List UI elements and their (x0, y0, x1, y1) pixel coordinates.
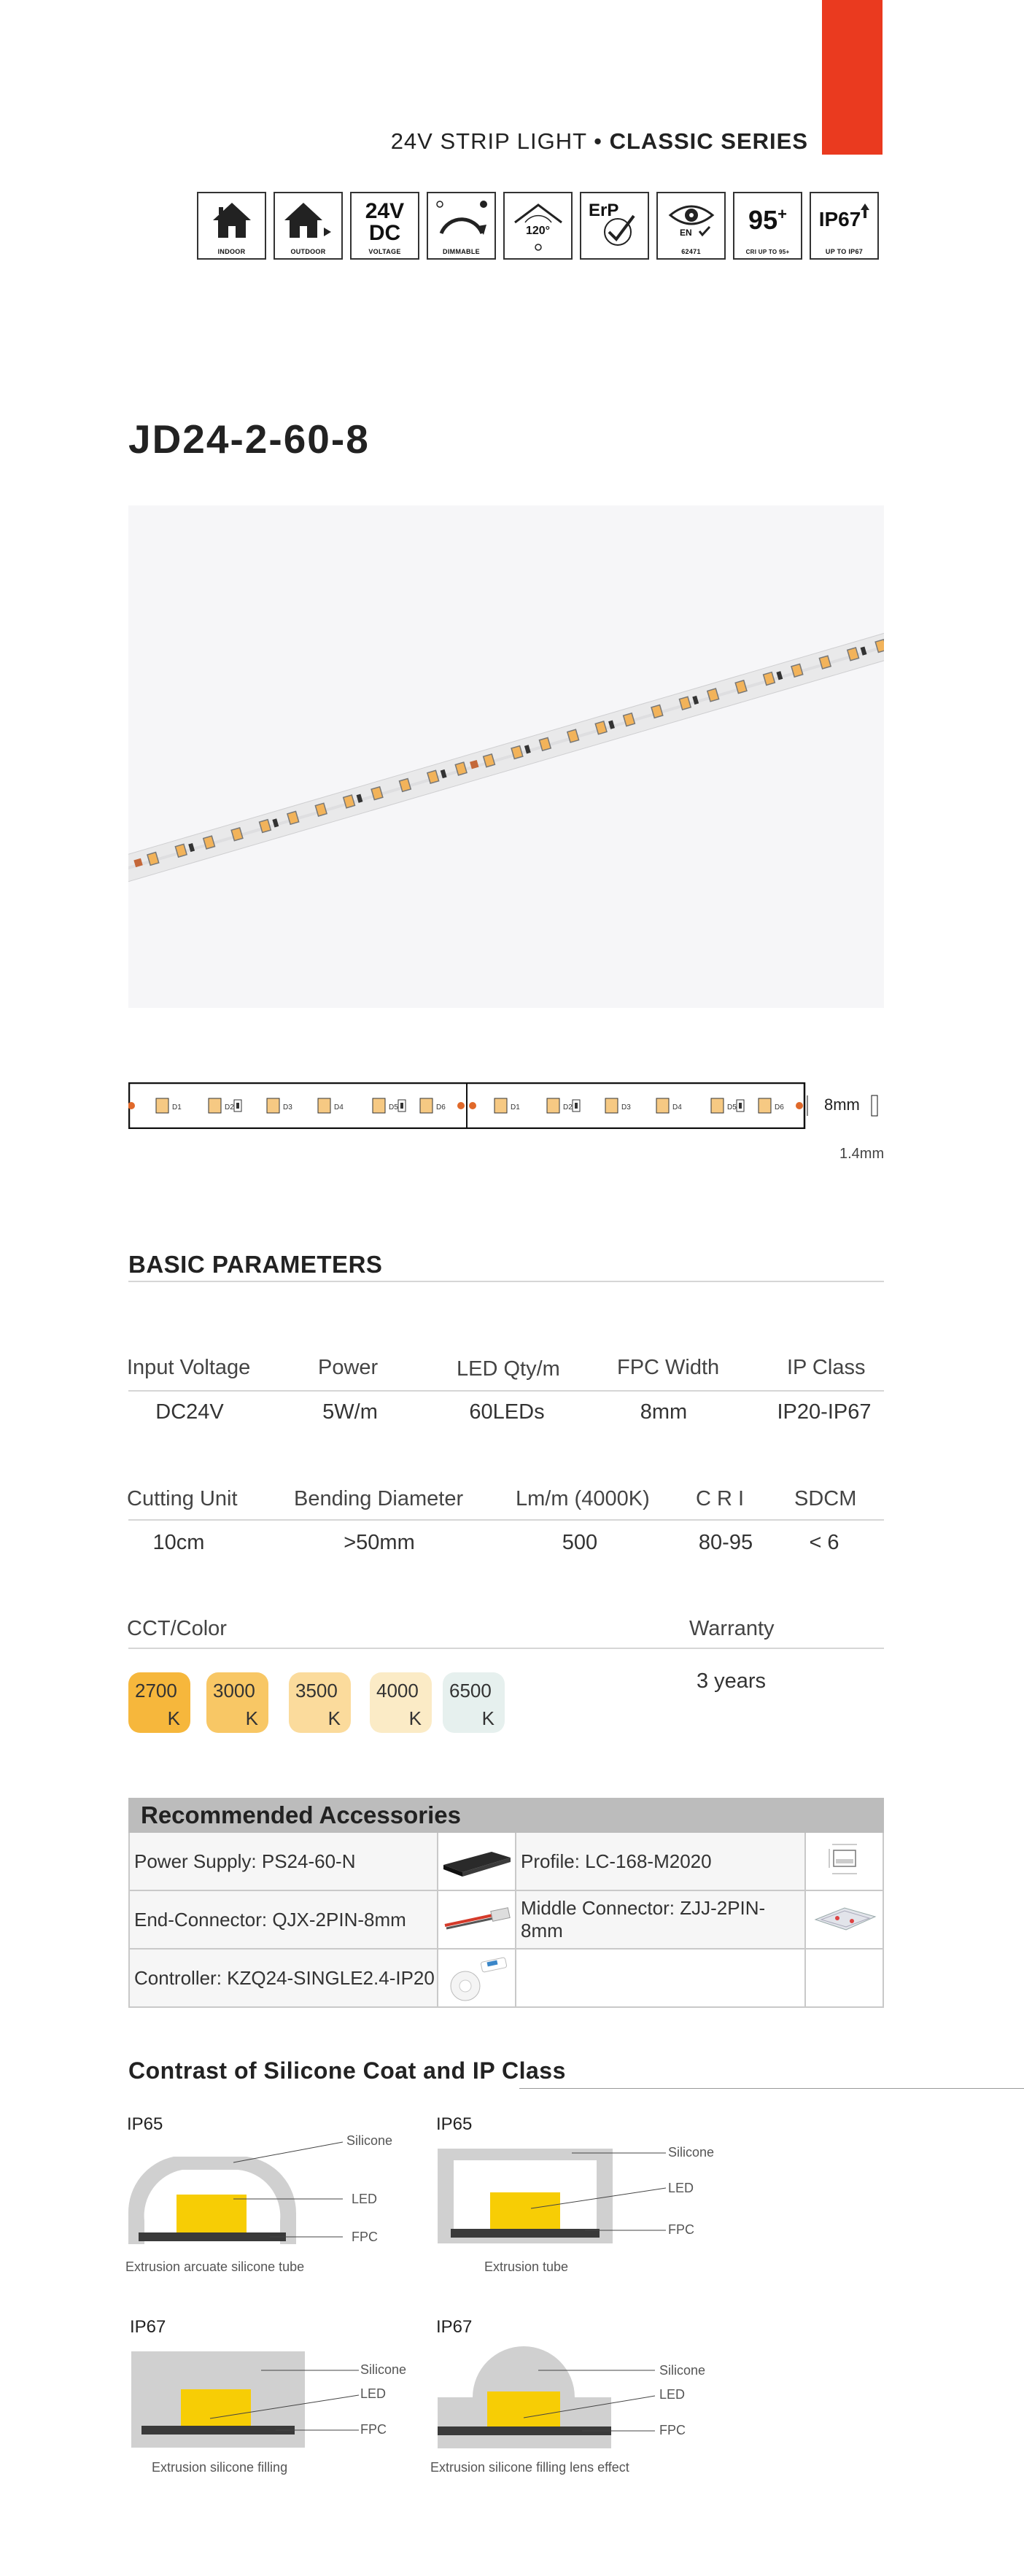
resistor-body (739, 1103, 742, 1109)
param-value-bending-diameter: >50mm (344, 1531, 415, 1554)
dimmer-arc-icon (433, 197, 491, 242)
up-arrow-icon (861, 203, 869, 224)
divider (128, 1519, 884, 1521)
divider (128, 1390, 884, 1392)
cct-value: 4000 (376, 1680, 419, 1702)
product-photo (128, 505, 884, 1008)
led-chip (711, 1098, 724, 1113)
cct-swatch (128, 1672, 190, 1733)
accessory-middle-connector: Middle Connector: ZJJ-2PIN-8mm (516, 1891, 806, 1950)
strip-drawing (128, 1082, 887, 1162)
feature-beam-angle: 120° (503, 192, 573, 260)
param-header-sdcm: SDCM (794, 1487, 857, 1510)
cct-swatch-row (128, 1672, 522, 1734)
model-title: JD24-2-60-8 (128, 416, 370, 462)
divider (128, 1648, 884, 1649)
empty-cell (806, 1950, 884, 2008)
cct-swatch (289, 1672, 351, 1733)
param-header-ip-class: IP Class (787, 1356, 866, 1379)
house-icon (210, 200, 254, 239)
led-chip (318, 1098, 330, 1113)
led-chip (547, 1098, 559, 1113)
cct-swatch (206, 1672, 268, 1733)
led-label: D6 (436, 1103, 446, 1112)
diagram-lens-effect: Silicone LED FPC (436, 2338, 728, 2458)
led-chip (605, 1098, 618, 1113)
cct-value: 6500 (449, 1680, 492, 1702)
param-value-fpc-width: 8mm (640, 1400, 688, 1424)
end-connector-image (438, 1891, 516, 1950)
cct-value: 2700 (135, 1680, 177, 1702)
led-label: D2 (563, 1103, 573, 1112)
led-label: D5 (727, 1103, 737, 1112)
param-header-bending-diameter: Bending Diameter (294, 1487, 464, 1510)
cct-unit: K (408, 1707, 422, 1729)
led-label: D4 (334, 1103, 344, 1112)
led-chip (267, 1098, 279, 1113)
led-chip (759, 1098, 771, 1113)
accessories-title: Recommended Accessories (128, 1798, 884, 1833)
contrast-title: Contrast of Silicone Coat and IP Class (128, 2057, 566, 2084)
led-strip-photo (128, 505, 884, 1008)
param-value-led-qty: 60LEDs (469, 1400, 545, 1424)
cct-value: 3000 (213, 1680, 255, 1702)
diagram1-caption: Extrusion arcuate silicone tube (125, 2259, 305, 2274)
led-label: D3 (283, 1103, 292, 1112)
solder-pad (796, 1102, 803, 1109)
led-label: D6 (775, 1103, 784, 1112)
accessory-controller: Controller: KZQ24-SINGLE2.4-IP20 (130, 1950, 438, 2008)
diagram1-ip: IP65 (127, 2114, 163, 2134)
accessory-profile: Profile: LC-168-M2020 (516, 1833, 806, 1891)
feature-ip: IP67 UP TO IP67 (810, 192, 879, 260)
diagram-arcuate-tube: Silicone LED FPC (124, 2141, 416, 2257)
diagram3-caption: Extrusion silicone filling (152, 2460, 288, 2475)
controller-image (438, 1950, 516, 2008)
feature-en: EN 62471 (656, 192, 726, 260)
divider (128, 1281, 884, 1282)
led-label: D1 (511, 1103, 520, 1112)
thickness-label: 1.4mm (839, 1146, 885, 1162)
cct-unit: K (327, 1707, 341, 1729)
feature-dimmable: DIMMABLE (427, 192, 496, 260)
param-value-ip-class: IP20-IP67 (777, 1400, 872, 1424)
param-header-power: Power (318, 1356, 379, 1379)
feature-outdoor: OUTDOOR (274, 192, 343, 260)
feature-icon-row (197, 192, 879, 260)
param-value-power: 5W/m (322, 1400, 378, 1424)
cct-swatch (370, 1672, 432, 1733)
power-supply-image (438, 1833, 516, 1891)
led-label: D1 (172, 1103, 182, 1112)
solder-pad (457, 1102, 465, 1109)
diagram3-ip: IP67 (130, 2317, 166, 2337)
accent-bar (822, 0, 883, 155)
diagram4-caption: Extrusion silicone filling lens effect (430, 2460, 629, 2475)
feature-erp: ErP (580, 192, 649, 260)
cct-unit: K (481, 1707, 494, 1729)
cct-header: CCT/Color (127, 1617, 227, 1640)
accessory-power-supply: Power Supply: PS24-60-N (130, 1833, 438, 1891)
diagram-silicone-filling: Silicone LED FPC (130, 2348, 422, 2458)
param-header-input-voltage: Input Voltage (127, 1356, 251, 1379)
warranty-header: Warranty (689, 1617, 775, 1640)
param-header-cutting-unit: Cutting Unit (127, 1487, 238, 1510)
basic-parameters-title: BASIC PARAMETERS (128, 1251, 383, 1278)
resistor-body (236, 1103, 239, 1109)
series-title: 24V STRIP LIGHT • CLASSIC SERIES (390, 128, 808, 154)
param-header-fpc-width: FPC Width (617, 1356, 720, 1379)
led-chip (656, 1098, 669, 1113)
diagram4-ip: IP67 (436, 2317, 473, 2337)
led-label: D3 (621, 1103, 631, 1112)
diagram2-caption: Extrusion tube (484, 2259, 569, 2274)
led-chip (373, 1098, 385, 1113)
accessory-end-connector: End-Connector: QJX-2PIN-8mm (130, 1891, 438, 1950)
profile-image (806, 1833, 884, 1891)
param-value-lumen: 500 (562, 1531, 598, 1554)
feature-voltage: 24V DC VOLTAGE (350, 192, 419, 260)
house-arrow-icon (283, 200, 334, 239)
empty-cell (516, 1950, 806, 2008)
accessories-table (128, 1798, 884, 2008)
diagram-extrusion-tube: Silicone LED FPC (436, 2144, 728, 2261)
led-chip (494, 1098, 507, 1113)
resistor-body (400, 1103, 403, 1109)
param-header-cri: C R I (696, 1487, 745, 1510)
led-label: D4 (672, 1103, 682, 1112)
cct-unit: K (245, 1707, 258, 1729)
feature-cri: 95+ CRI UP TO 95+ (733, 192, 802, 260)
led-label: D2 (225, 1103, 234, 1112)
diagram2-ip: IP65 (436, 2114, 473, 2134)
feature-indoor: INDOOR (197, 192, 266, 260)
cct-swatch (443, 1672, 505, 1733)
led-chip (209, 1098, 221, 1113)
param-value-sdcm: < 6 (809, 1531, 839, 1554)
cct-unit: K (167, 1707, 180, 1729)
width-label: 8mm (824, 1095, 860, 1114)
middle-connector-image (806, 1891, 884, 1950)
divider (519, 2088, 1024, 2089)
led-label: D5 (389, 1103, 398, 1112)
param-header-led-qty: LED Qty/m (457, 1357, 560, 1381)
led-chip (156, 1098, 168, 1113)
warranty-value: 3 years (696, 1669, 767, 1693)
param-header-lumen: Lm/m (4000K) (516, 1487, 650, 1510)
param-value-cutting-unit: 10cm (152, 1531, 205, 1554)
solder-pad (469, 1102, 476, 1109)
param-value-cri: 80-95 (698, 1531, 753, 1554)
led-chip (420, 1098, 433, 1113)
cct-value: 3500 (295, 1680, 338, 1702)
resistor-body (575, 1103, 578, 1109)
param-value-input-voltage: DC24V (155, 1400, 224, 1424)
